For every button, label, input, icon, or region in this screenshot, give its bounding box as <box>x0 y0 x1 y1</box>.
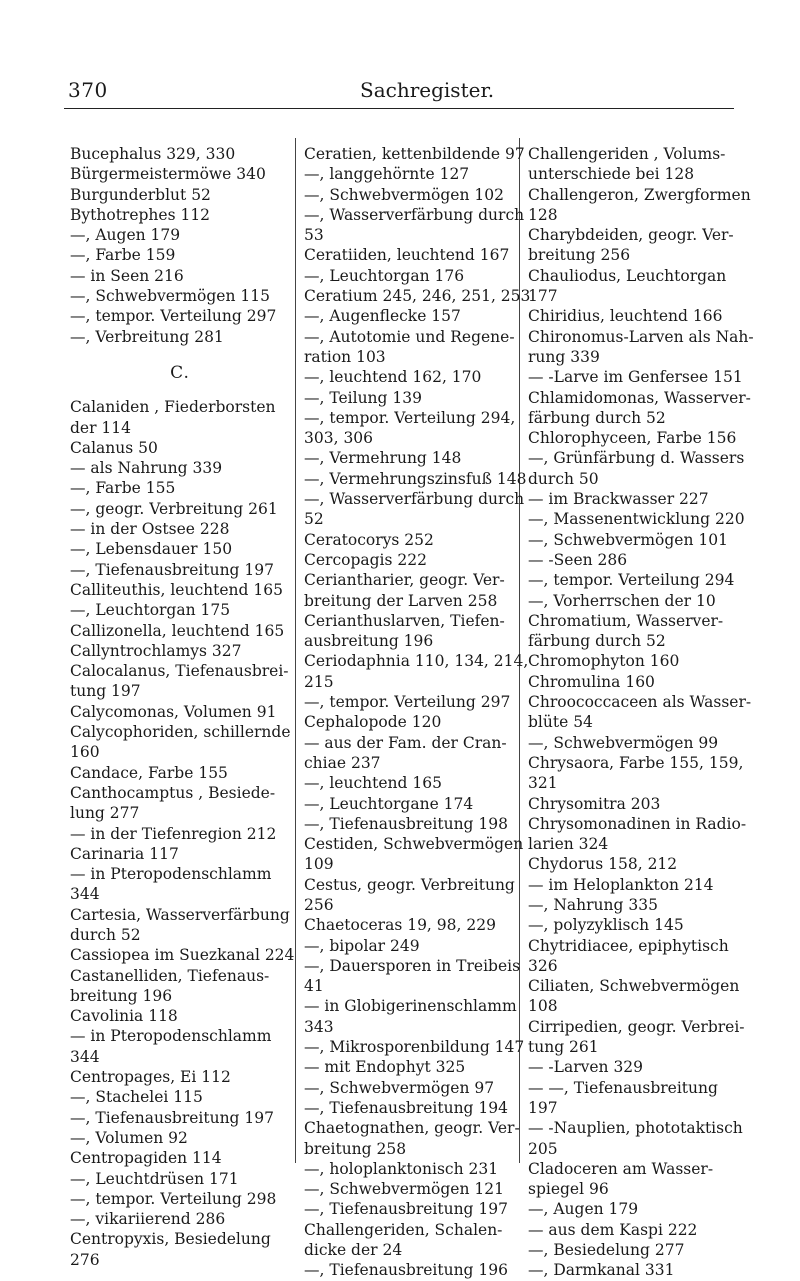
index-entry-line: Cestus, geogr. Verbreitung <box>304 875 515 894</box>
index-entry-line: durch 50 <box>528 469 599 488</box>
index-entry-line: Chlorophyceen, Farbe 156 <box>528 429 737 448</box>
index-entry-line: —, Schwebvermögen 101 <box>528 530 728 549</box>
index-entry-line: Ciliaten, Schwebvermögen <box>528 977 740 996</box>
index-entry-line: — im Heloplankton 214 <box>528 875 714 894</box>
index-entry-line: Ceratien, kettenbildende 97 <box>304 145 525 163</box>
index-entry-line: —, tempor. Verteilung 294 <box>528 571 735 590</box>
index-entry-line: —, Tiefenausbreitung 196 <box>304 1261 508 1280</box>
index-entry-line: 256 <box>304 895 334 914</box>
index-entry-line: — im Brackwasser 227 <box>528 490 709 509</box>
index-entry-line: Chytridiacee, epiphytisch <box>528 936 729 955</box>
index-entry-line: 128 <box>528 205 558 224</box>
index-entry-line: Chromatium, Wasserver- <box>528 611 724 630</box>
index-entry-line: — -Larven 329 <box>528 1058 644 1077</box>
index-entry-line: —, vikariierend 286 <box>70 1210 226 1229</box>
index-entry-line: —, Farbe 159 <box>70 246 176 265</box>
index-entry-line: Chromophyton 160 <box>528 652 680 671</box>
index-entry-line: —, Massenentwicklung 220 <box>528 510 745 529</box>
index-entry-line: 344 <box>70 1047 100 1066</box>
index-entry-line: lung 277 <box>70 804 140 823</box>
index-entry-line: Centropages, Ei 112 <box>70 1068 231 1087</box>
index-entry-line: 344 <box>70 885 100 904</box>
index-entry-line: Ceratiiden, leuchtend 167 <box>304 246 510 265</box>
index-entry-line: Centropyxis, Besiedelung <box>70 1230 271 1249</box>
index-entry-line: —, Vorherrschen der 10 <box>528 591 716 610</box>
index-entry-line: —, Volumen 92 <box>70 1128 188 1147</box>
index-entry-line: —, Augenflecke 157 <box>304 307 461 326</box>
index-entry-line: Cassiopea im Suezkanal 224 <box>70 946 295 965</box>
index-entry-line: Chydorus 158, 212 <box>528 855 678 874</box>
index-entry-line: färbung durch 52 <box>528 632 666 651</box>
index-entry-line: ausbreitung 196 <box>304 632 434 651</box>
index-entry-line: durch 52 <box>70 925 141 944</box>
index-entry-line: Canthocamptus , Besiede- <box>70 783 276 802</box>
index-entry-line: Calanus 50 <box>70 438 158 457</box>
index-entry-line: —, Autotomie und Regene- <box>304 327 515 346</box>
index-entry-line: —, Wasserverfärbung durch <box>304 490 525 509</box>
index-entry-line: —, Leuchtorgane 174 <box>304 794 474 813</box>
index-entry-line: rung 339 <box>528 347 600 366</box>
index-entry-line: Calliteuthis, leuchtend 165 <box>70 580 283 599</box>
index-entry-line: Cerianthuslarven, Tiefen- <box>304 611 505 630</box>
index-entry-line: —, Grünfärbung d. Wassers <box>528 449 745 468</box>
index-entry-line: —, Schwebvermögen 121 <box>304 1180 504 1199</box>
index-entry-line: Cephalopode 120 <box>304 713 442 732</box>
index-entry-line: färbung durch 52 <box>528 408 666 427</box>
index-entry-line: dicke der 24 <box>304 1241 403 1260</box>
index-entry-line: Cestiden, Schwebvermögen <box>304 835 524 854</box>
index-entry-line: Ceriodaphnia 110, 134, 214, <box>304 652 529 671</box>
index-entry-line: Chaetoceras 19, 98, 229 <box>304 916 496 935</box>
index-entry-line: Chlamidomonas, Wasserver- <box>528 388 751 407</box>
index-entry-line: —, holoplanktonisch 231 <box>304 1159 499 1178</box>
page-number: 370 <box>68 78 108 102</box>
index-entry-line: Chromulina 160 <box>528 672 655 691</box>
index-entry-line: Chroococcaceen als Wasser- <box>528 693 752 712</box>
index-entry-line: —, bipolar 249 <box>304 936 420 955</box>
index-entry-line: —, polyzyklisch 145 <box>528 916 684 935</box>
index-entry-line: spiegel 96 <box>528 1180 609 1199</box>
index-entry-line: breitung 258 <box>304 1139 407 1158</box>
index-entry-line: Bucephalus 329, 330 <box>70 145 236 163</box>
index-entry-line: 108 <box>528 997 558 1016</box>
index-entry-line: Bythotrephes 112 <box>70 205 211 224</box>
index-entry-line: unterschiede bei 128 <box>528 165 695 184</box>
index-entry-line: Chironomus-Larven als Nah- <box>528 327 754 346</box>
index-entry-line: — in Seen 216 <box>70 266 184 285</box>
index-entry-line: ration 103 <box>304 347 386 366</box>
index-entry-line: Carinaria 117 <box>70 844 179 863</box>
index-entry-line: 215 <box>304 672 334 691</box>
index-entry-line: —, Darmkanal 331 <box>528 1261 675 1280</box>
index-entry-line: —, Schwebvermögen 115 <box>70 287 270 306</box>
index-entry-line: — -Seen 286 <box>528 550 628 569</box>
index-entry-line: — aus dem Kaspi 222 <box>528 1220 698 1239</box>
index-entry-line: — in der Tiefenregion 212 <box>70 824 277 843</box>
index-entry-line: — aus der Fam. der Cran- <box>304 733 507 752</box>
index-entry-line: 177 <box>528 287 558 306</box>
index-entry-line: der 114 <box>70 418 132 437</box>
index-entry-line: 53 <box>304 226 324 245</box>
index-entry-line: —, Tiefenausbreitung 197 <box>70 560 274 579</box>
index-entry-line: — mit Endophyt 325 <box>304 1058 466 1077</box>
index-entry-line: 276 <box>70 1250 100 1269</box>
index-column-1 <box>70 144 295 1270</box>
index-entry-line: —, Stachelei 115 <box>70 1088 203 1107</box>
index-entry-line: —, Farbe 155 <box>70 479 176 498</box>
header-rule <box>64 108 734 109</box>
index-entry-line: Challengeriden, Schalen- <box>304 1220 503 1239</box>
index-entry-line: Centropagiden 114 <box>70 1149 222 1168</box>
index-entry-line: Calaniden , Fiederborsten <box>70 398 276 417</box>
section-letter: C. <box>170 362 190 383</box>
index-entry-line: 197 <box>528 1098 558 1117</box>
index-entry-line: 321 <box>528 774 558 793</box>
index-entry-line: —, Besiedelung 277 <box>528 1241 685 1260</box>
index-entry-line: Ceratium 245, 246, 251, 253 <box>304 287 531 306</box>
index-entry-line: 160 <box>70 743 100 762</box>
running-head-title: Sachregister. <box>360 78 495 102</box>
index-entry-line: —, Vermehrung 148 <box>304 449 462 468</box>
index-entry-line: Candace, Farbe 155 <box>70 763 228 782</box>
index-entry-line: Chrysomonadinen in Radio- <box>528 814 747 833</box>
index-entry-line: — —, Tiefenausbreitung <box>528 1078 718 1097</box>
index-entry-line: —, Tiefenausbreitung 198 <box>304 814 508 833</box>
index-entry-line: Challengeron, Zwergformen <box>528 185 751 204</box>
index-entry-line: blüte 54 <box>528 713 593 732</box>
index-entry-line: —, tempor. Verteilung 297 <box>304 693 511 712</box>
index-entry-line: Burgunderblut 52 <box>70 185 211 204</box>
index-entry-line: 109 <box>304 855 334 874</box>
index-entry-line: tung 197 <box>70 682 141 701</box>
index-entry-line: Cartesia, Wasserverfärbung <box>70 905 290 924</box>
index-column-2 <box>304 144 531 1281</box>
index-entry-line: —, Teilung 139 <box>304 388 422 407</box>
index-entry-line: Calocalanus, Tiefenausbrei- <box>70 662 289 681</box>
index-entry-line: —, leuchtend 165 <box>304 774 442 793</box>
index-entry-line: — in Pteropodenschlamm <box>70 865 272 884</box>
index-entry-line: —, Augen 179 <box>70 226 181 245</box>
index-entry-line: — als Nahrung 339 <box>70 459 223 478</box>
index-entry-line: Calycophoriden, schillernde <box>70 723 291 742</box>
index-entry-line: —, Leuchtorgan 175 <box>70 601 231 620</box>
index-entry-line: 303, 306 <box>304 429 374 448</box>
index-entry-line: Cavolinia 118 <box>70 1007 178 1026</box>
index-entry-line: — in Pteropodenschlamm <box>70 1027 272 1046</box>
index-entry-line: —, Schwebvermögen 97 <box>304 1078 495 1097</box>
index-entry-line: —, geogr. Verbreitung 261 <box>70 499 278 518</box>
index-entry-line: breitung der Larven 258 <box>304 591 498 610</box>
index-entry-line: —, Tiefenausbreitung 194 <box>304 1098 508 1117</box>
column-divider-1 <box>295 138 296 1163</box>
index-entry-line: Callyntrochlamys 327 <box>70 641 242 660</box>
index-entry-line: Challengeriden , Volums- <box>528 145 726 163</box>
index-entry-line: Charybdeiden, geogr. Ver- <box>528 226 734 245</box>
index-entry-line: Chrysaora, Farbe 155, 159, <box>528 753 744 772</box>
index-entry-line: Castanelliden, Tiefenaus- <box>70 966 270 985</box>
index-entry-line: 326 <box>528 956 558 975</box>
index-entry-line: —, Leuchtorgan 176 <box>304 266 465 285</box>
index-entry-line: —, Dauersporen in Treibeis <box>304 956 521 975</box>
index-entry-line: —, Verbreitung 281 <box>70 327 224 346</box>
index-column-3 <box>528 144 754 1281</box>
index-entry-line: —, Tiefenausbreitung 197 <box>70 1108 274 1127</box>
index-entry-line: Calycomonas, Volumen 91 <box>70 702 277 721</box>
index-entry-line: —, tempor. Verteilung 297 <box>70 307 277 326</box>
index-entry-line: —, Mikrosporenbildung 147 <box>304 1038 525 1057</box>
index-entry-line: — -Larve im Genfersee 151 <box>528 368 743 387</box>
index-entry-line: —, Schwebvermögen 102 <box>304 185 504 204</box>
index-entry-line: — in Globigerinenschlamm <box>304 997 517 1016</box>
index-entry-line: Bürgermeistermöwe 340 <box>70 165 266 184</box>
index-entry-line: 52 <box>304 510 324 529</box>
index-entry-line: —, Augen 179 <box>528 1200 639 1219</box>
index-entry-line: breitung 256 <box>528 246 631 265</box>
index-entry-line: breitung 196 <box>70 986 173 1005</box>
index-entry-line: —, Tiefenausbreitung 197 <box>304 1200 508 1219</box>
index-entry-line: 343 <box>304 1017 334 1036</box>
index-entry-line: Cirripedien, geogr. Verbrei- <box>528 1017 745 1036</box>
index-entry-line: —, Leuchtdrüsen 171 <box>70 1169 239 1188</box>
index-entry-line: chiae 237 <box>304 753 381 772</box>
index-entry-line: —, Schwebvermögen 99 <box>528 733 719 752</box>
index-entry-line: Chauliodus, Leuchtorgan <box>528 266 727 285</box>
index-entry-line: —, tempor. Verteilung 298 <box>70 1189 277 1208</box>
index-entry-line: 41 <box>304 977 324 996</box>
index-entry-line: Ceratocorys 252 <box>304 530 434 549</box>
index-entry-line: —, tempor. Verteilung 294, <box>304 408 516 427</box>
index-entry-line: Cladoceren am Wasser- <box>528 1159 714 1178</box>
index-entry-line: —, Vermehrungszinsfuß 148 <box>304 469 527 488</box>
index-entry-line: Callizonella, leuchtend 165 <box>70 621 285 640</box>
index-entry-line: —, leuchtend 162, 170 <box>304 368 482 387</box>
index-entry-line: larien 324 <box>528 835 609 854</box>
index-entry-line: 205 <box>528 1139 558 1158</box>
index-entry-line: Chrysomitra 203 <box>528 794 661 813</box>
index-entry-line: —, Nahrung 335 <box>528 895 658 914</box>
index-entry-line: Ceriantharier, geogr. Ver- <box>304 571 505 590</box>
index-entry-line: — -Nauplien, phototaktisch <box>528 1119 743 1138</box>
index-entry-line: —, Lebensdauer 150 <box>70 540 233 559</box>
index-entry-line: Chaetognathen, geogr. Ver- <box>304 1119 520 1138</box>
index-entry-line: —, Wasserverfärbung durch <box>304 205 525 224</box>
index-entry-line: Cercopagis 222 <box>304 550 427 569</box>
index-entry-line: — in der Ostsee 228 <box>70 520 230 539</box>
index-entry-line: —, langgehörnte 127 <box>304 165 470 184</box>
index-entry-line: tung 261 <box>528 1038 599 1057</box>
index-entry-line: Chiridius, leuchtend 166 <box>528 307 723 326</box>
